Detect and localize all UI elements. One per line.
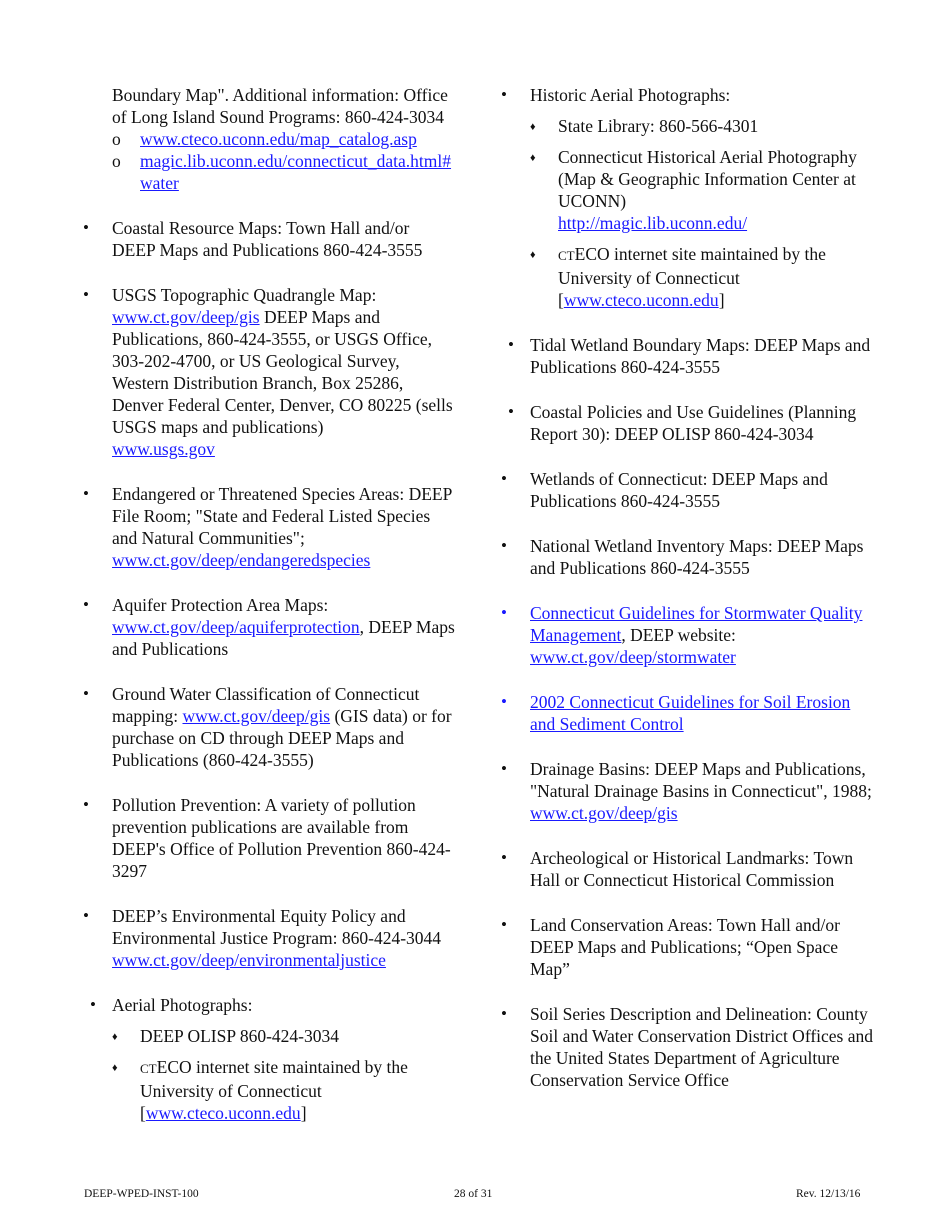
diamond-bullet-icon: ♦ (530, 249, 536, 261)
bullet-icon: • (83, 795, 89, 814)
bullet-icon: • (90, 995, 96, 1014)
list-item-aquifer: • Aquifer Protection Area Maps: www.ct.gov/deep/aquiferprotection, DEEP Maps and Publications (83, 595, 455, 659)
bullet-icon: • (501, 848, 507, 867)
list-item-archeological: • Archeological or Historical Landmarks: Town Hall or Connecticut Historical Commission (501, 848, 854, 890)
deep-gis-link[interactable]: www.ct.gov/deep/gis (112, 307, 260, 327)
right-column (498, 84, 873, 1091)
diamond-bullet-icon: ♦ (112, 1062, 118, 1074)
bullet-icon: • (501, 536, 507, 555)
map-catalog-link[interactable]: www.cteco.uconn.edu/map_catalog.asp (140, 129, 417, 149)
bullet-icon: • (83, 218, 89, 237)
list-item-equity: • DEEP’s Environmental Equity Policy and Environmental Justice Program: 860-424-3044 www.ct.gov/deep/environmentaljustice (83, 906, 442, 970)
bullet-icon: • (83, 285, 89, 304)
circle-bullet-icon: o (112, 129, 121, 149)
list-item-endangered: • Endangered or Threatened Species Areas: DEEP File Room; "State and Federal Listed Species and Natural Communities"; www.ct.gov/deep/endangeredspecies (83, 484, 452, 570)
list-item-nwi: • National Wetland Inventory Maps: DEEP Maps and Publications 860-424-3555 (501, 536, 864, 578)
list-item-aerial: • Aerial Photographs: ♦ DEEP OLISP 860-424-3034 ♦ CTECO internet site maintained by the University of Connecticut [www.cteco.uconn.edu] (80, 994, 455, 1124)
diamond-bullet-icon: ♦ (112, 1031, 118, 1043)
erosion-guidelines-link[interactable]: 2002 Connecticut Guidelines for Soil Erosion and Sediment Control (530, 692, 851, 734)
stormwater-website-link[interactable]: www.ct.gov/deep/stormwater (530, 647, 736, 667)
list-item-wetlands: • Wetlands of Connecticut: DEEP Maps and Publications 860-424-3555 (501, 469, 828, 511)
bullet-icon: • (508, 402, 514, 421)
list-item-coastal-policies: • Coastal Policies and Use Guidelines (Planning Report 30): DEEP OLISP 860-424-3034 (508, 402, 857, 444)
bullet-icon: • (501, 1004, 507, 1023)
sub-item-state-library: ♦ State Library: 860-566-4301 (530, 116, 759, 136)
list-item-land-conservation: • Land Conservation Areas: Town Hall and/or DEEP Maps and Publications; “Open Space Map” (501, 915, 840, 979)
sublink-2 (112, 150, 455, 194)
continued-item: Boundary Map". Additional information: Office of Long Island Sound Programs: 860-424-3034 o www.cteco.uconn.edu/map_catalog.asp o magic.lib.uconn.edu/connecticut_data.html#water (80, 84, 455, 194)
cteco-link[interactable]: www.cteco.uconn.edu (563, 290, 719, 310)
bullet-icon: • (501, 603, 507, 622)
bullet-icon: • (501, 915, 507, 934)
list-item-tidal: • Tidal Wetland Boundary Maps: DEEP Maps and Publications 860-424-3555 (508, 335, 871, 377)
left-column (80, 84, 455, 1124)
bullet-icon: • (508, 335, 514, 354)
bullet-icon: • (83, 906, 89, 925)
diamond-bullet-icon: ♦ (530, 121, 536, 133)
magic-uconn-link[interactable]: http://magic.lib.uconn.edu/ (558, 213, 748, 233)
list-item-pollution: • Pollution Prevention: A variety of pollution prevention publications are available from DEEP's Office of Pollution Prevention 860-424-3297 (83, 795, 451, 881)
bullet-icon: • (501, 469, 507, 488)
sublink-1 (112, 128, 455, 150)
groundwater-gis-link[interactable]: www.ct.gov/deep/gis (182, 706, 331, 726)
magic-water-link[interactable]: magic.lib.uconn.edu/connecticut_data.html#water (140, 151, 452, 193)
environmental-justice-link[interactable]: www.ct.gov/deep/environmentaljustice (112, 950, 386, 970)
usgs-link[interactable]: www.usgs.gov (112, 439, 215, 459)
bullet-icon: • (501, 692, 507, 711)
aquifer-protection-link[interactable]: www.ct.gov/deep/aquiferprotection (112, 617, 360, 637)
stormwater-guidelines-link[interactable]: Connecticut Guidelines for Stormwater Quality Management (530, 603, 863, 645)
bullet-icon: • (501, 759, 507, 778)
endangered-species-link[interactable]: www.ct.gov/deep/endangeredspecies (112, 550, 371, 570)
diamond-bullet-icon: ♦ (530, 152, 536, 164)
drainage-gis-link[interactable]: www.ct.gov/deep/gis (530, 803, 678, 823)
list-item-stormwater: • Connecticut Guidelines for Stormwater Quality Management, DEEP website: www.ct.gov/deep/stormwater (501, 603, 863, 667)
sub-item-cteco: ♦ CTECO internet site maintained by the University of Connecticut [www.cteco.uconn.edu] (530, 244, 826, 310)
bullet-icon: • (83, 684, 89, 703)
list-item-drainage: • Drainage Basins: DEEP Maps and Publications, "Natural Drainage Basins in Connecticut", 1988; www.ct.gov/deep/gis (501, 759, 872, 823)
list-item-erosion (498, 691, 873, 735)
footer-doc-id: DEEP-WPED-INST-100 (84, 1188, 199, 1200)
footer-page-number: 28 of 31 (454, 1188, 493, 1200)
bullet-icon: • (501, 85, 507, 104)
list-item-soil: • Soil Series Description and Delineation: County Soil and Water Conservation District Offices and the United States Department of Agriculture Conservation Service Office (501, 1004, 874, 1090)
list-item-coastal-maps: • Coastal Resource Maps: Town Hall and/or DEEP Maps and Publications 860-424-3555 (83, 218, 423, 260)
circle-bullet-icon: o (112, 151, 121, 171)
footer-revision: Rev. 12/13/16 (796, 1188, 861, 1200)
sub-item-cteco: ♦ CTECO internet site maintained by the University of Connecticut [www.cteco.uconn.edu] (112, 1057, 408, 1123)
bullet-icon: • (83, 595, 89, 614)
list-item-historic-aerial: • Historic Aerial Photographs: ♦ State Library: 860-566-4301 ♦ Connecticut Historical Aerial Photography (Map & Geographic Information Center at UCONN) http://magic.lib.uconn.edu/ ♦ CTECO internet site maintained by the University of Connecticut [www.cteco.uconn.edu] (498, 84, 873, 311)
list-item-groundwater: • Ground Water Classification of Connecticut mapping: www.ct.gov/deep/gis (GIS data) or for purchase on CD through DEEP Maps and Publications (860-424-3555) (83, 684, 452, 770)
bullet-icon: • (83, 484, 89, 503)
sub-item-uconn-aerial: ♦ Connecticut Historical Aerial Photography (Map & Geographic Information Center at UCONN) http://magic.lib.uconn.edu/ (530, 147, 857, 233)
sub-item-olisp: ♦ DEEP OLISP 860-424-3034 (112, 1026, 339, 1046)
cteco-link[interactable]: www.cteco.uconn.edu (145, 1103, 301, 1123)
list-item-usgs: • USGS Topographic Quadrangle Map: www.ct.gov/deep/gis DEEP Maps and Publications, 860-424-3555, or USGS Office, 303-202-4700, or US Geological Survey, Western Distribution Branch, Box 25286, Denver Federal Center, Denver, CO 80225 (sells USGS maps and publications) www.usgs.gov (83, 285, 453, 459)
